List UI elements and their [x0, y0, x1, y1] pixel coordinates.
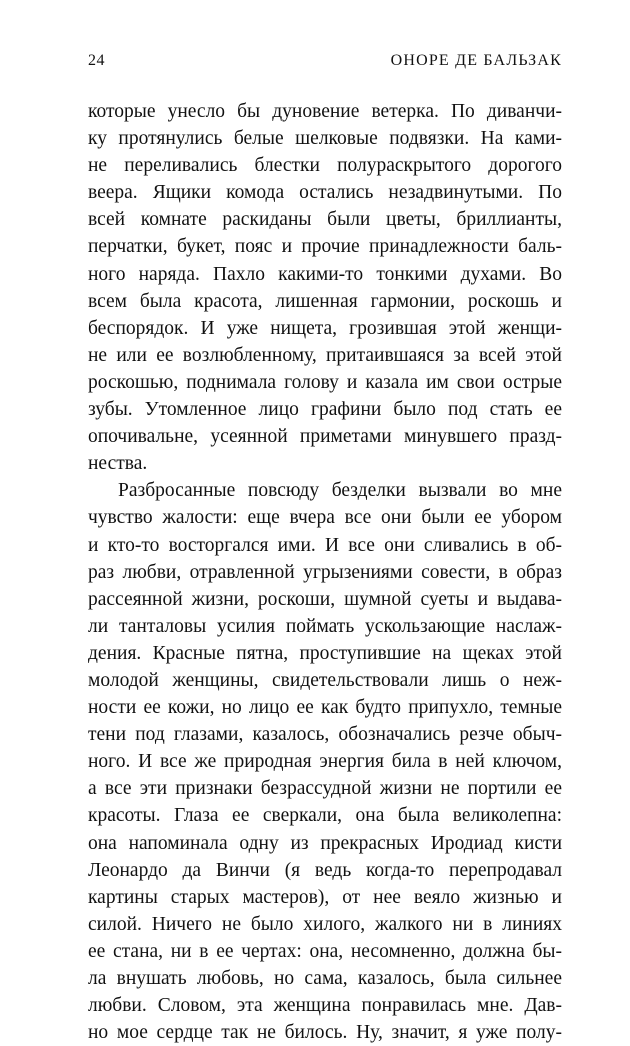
- text-line: красоты. Глаза ее сверкали, она была великолепна:: [88, 805, 562, 827]
- text-line: ее стана, ни в ее чертах: она, несомненно, должна бы-: [88, 940, 562, 962]
- text-line: перчатки, букет, пояс и прочие принадлежности баль-: [88, 236, 562, 258]
- text-line: раз любви, отравленной угрызениями совести, в образ: [88, 561, 562, 583]
- paragraph: [88, 98, 562, 477]
- text-line: беспорядок. И уже нищета, грозившая этой женщи-: [88, 317, 562, 339]
- text-line: Леонардо да Винчи (я ведь когда-то перепродавал: [88, 859, 562, 881]
- text-line: веера. Ящики комода остались незадвинутыми. По: [88, 182, 562, 204]
- text-line: дения. Красные пятна, проступившие на щеках этой: [88, 642, 562, 664]
- text-line: всем была красота, лишенная гармонии, роскошь и: [88, 290, 562, 312]
- text-line: ности ее кожи, но лицо ее как будто припухло, темные: [88, 697, 562, 719]
- paragraph: [88, 477, 562, 1046]
- text-line: опочивальне, усеянной приметами минувшего празд-: [88, 426, 562, 448]
- text-line: ли танталовы усилия поймать ускользающие наслаж-: [88, 615, 562, 637]
- text-line: а все эти признаки безрассудной жизни не портили ее: [88, 778, 562, 800]
- text-line: но мое сердце так не билось. Ну, значит, я уже полу-: [88, 1022, 562, 1044]
- text-line: не переливались блестки полураскрытого дорогого: [88, 155, 562, 177]
- running-head: [88, 52, 562, 76]
- body-text: [88, 98, 562, 1046]
- text-line: рассеянной жизни, роскоши, шумной суеты и выдава-: [88, 588, 562, 610]
- text-line: зубы. Утомленное лицо графини было под стать ее: [88, 399, 562, 421]
- text-line: силой. Ничего не было хилого, жалкого ни в линиях: [88, 913, 562, 935]
- text-line: всей комнате раскиданы были цветы, бриллианты,: [88, 209, 562, 231]
- text-line: Разбросанные повсюду безделки вызвали во мне: [118, 480, 562, 502]
- text-line: чувство жалости: еще вчера все они были ее убором: [88, 507, 562, 529]
- page-number: 24: [88, 52, 105, 69]
- text-line: не или ее возлюбленному, притаившаяся за всей этой: [88, 344, 562, 366]
- text-line: картины старых мастеров), от нее веяло жизнью и: [88, 886, 562, 908]
- text-line: ного. И все же природная энергия била в ней ключом,: [88, 751, 562, 773]
- text-line: она напоминала одну из прекрасных Иродиад кисти: [88, 832, 562, 854]
- text-line: ку протянулись белые шелковые подвязки. На ками-: [88, 128, 562, 150]
- text-line: любви. Словом, эта женщина понравилась мне. Дав-: [88, 995, 562, 1017]
- text-line: роскошью, поднимала голову и казала им свои острые: [88, 371, 562, 393]
- text-line: ного наряда. Пахло какими-то тонкими духами. Во: [88, 263, 562, 285]
- author-name: ОНОРЕ ДЕ БАЛЬЗАК: [390, 52, 562, 69]
- text-line: которые унесло бы дуновение ветерка. По диванчи-: [88, 101, 562, 122]
- text-line: ла внушать любовь, но сама, казалось, была сильнее: [88, 968, 562, 989]
- text-line: и кто-то восторгался ими. И все они сливались в об-: [88, 534, 562, 556]
- text-line: молодой женщины, свидетельствовали лишь о неж-: [88, 669, 562, 691]
- text-line: нества.: [88, 453, 148, 475]
- text-line: тени под глазами, казалось, обозначались резче обыч-: [88, 724, 562, 746]
